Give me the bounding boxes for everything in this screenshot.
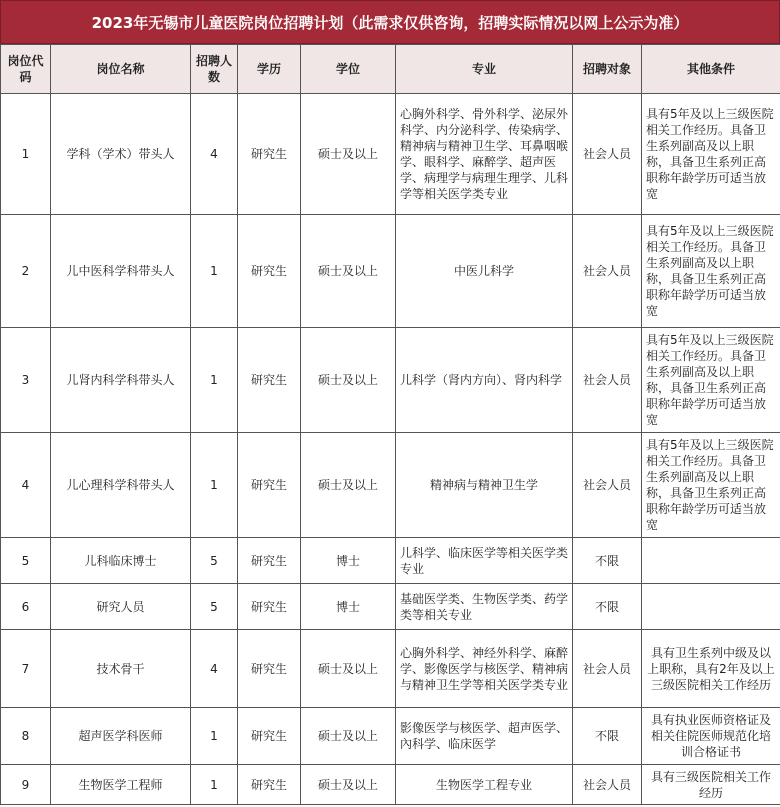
cell-name: 研究人员 <box>51 584 191 630</box>
cell-target: 不限 <box>573 584 642 630</box>
cell-education: 研究生 <box>238 708 301 765</box>
cell-count: 1 <box>191 215 238 328</box>
recruitment-table <box>0 44 780 805</box>
cell-name: 超声医学科医师 <box>51 708 191 765</box>
cell-education: 研究生 <box>238 433 301 538</box>
header-degree: 学位 <box>301 45 396 94</box>
header-education: 学历 <box>238 45 301 94</box>
cell-degree: 硕士及以上 <box>301 328 396 433</box>
cell-degree: 硕士及以上 <box>301 433 396 538</box>
cell-major: 中医儿科学 <box>396 215 573 328</box>
cell-count: 1 <box>191 433 238 538</box>
header-target: 招聘对象 <box>573 45 642 94</box>
cell-education: 研究生 <box>238 328 301 433</box>
table-row <box>1 708 780 765</box>
cell-count: 1 <box>191 328 238 433</box>
cell-education: 研究生 <box>238 765 301 805</box>
cell-target: 社会人员 <box>573 630 642 708</box>
cell-other: 具有5年及以上三级医院相关工作经历。具备卫生系列副高及以上职称，具备卫生系列正高职称年龄学历可适当放宽 <box>642 94 780 215</box>
header-count: 招聘人数 <box>191 45 238 94</box>
table-row <box>1 630 780 708</box>
cell-education: 研究生 <box>238 538 301 584</box>
cell-degree: 硕士及以上 <box>301 630 396 708</box>
table-row <box>1 538 780 584</box>
cell-count: 4 <box>191 94 238 215</box>
cell-code: 4 <box>1 433 51 538</box>
cell-name: 儿心理科学科带头人 <box>51 433 191 538</box>
cell-education: 研究生 <box>238 94 301 215</box>
cell-other: 具有5年及以上三级医院相关工作经历。具备卫生系列副高及以上职称，具备卫生系列正高职称年龄学历可适当放宽 <box>642 328 780 433</box>
cell-major: 儿科学、临床医学等相关医学类专业 <box>396 538 573 584</box>
header-major: 专业 <box>396 45 573 94</box>
cell-major: 心胸外科学、骨外科学、泌尿外科学、内分泌科学、传染病学、精神病与精神卫生学、耳鼻咽喉学、眼科学、麻醉学、超声医学、病理学与病理生理学、儿科学等相关医学类专业 <box>396 94 573 215</box>
table-header-row <box>1 45 780 94</box>
cell-name: 儿中医科学科带头人 <box>51 215 191 328</box>
cell-other <box>642 584 780 630</box>
cell-count: 1 <box>191 765 238 805</box>
cell-name: 技术骨干 <box>51 630 191 708</box>
cell-other: 具有卫生系列中级及以上职称，具有2年及以上三级医院相关工作经历 <box>642 630 780 708</box>
cell-code: 7 <box>1 630 51 708</box>
cell-major: 心胸外科学、神经外科学、麻醉学、影像医学与核医学、精神病与精神卫生学等相关医学类专业 <box>396 630 573 708</box>
cell-code: 6 <box>1 584 51 630</box>
cell-code: 5 <box>1 538 51 584</box>
table-row <box>1 215 780 328</box>
cell-count: 1 <box>191 708 238 765</box>
table-row <box>1 765 780 805</box>
cell-other: 具有5年及以上三级医院相关工作经历。具备卫生系列副高及以上职称，具备卫生系列正高职称年龄学历可适当放宽 <box>642 433 780 538</box>
table-row <box>1 94 780 215</box>
page-title: 2023年无锡市儿童医院岗位招聘计划（此需求仅供咨询，招聘实际情况以网上公示为准） <box>0 0 780 44</box>
cell-target: 社会人员 <box>573 433 642 538</box>
cell-name: 儿科临床博士 <box>51 538 191 584</box>
cell-count: 5 <box>191 584 238 630</box>
cell-major: 儿科学（肾内方向）、肾内科学 <box>396 328 573 433</box>
table-row <box>1 328 780 433</box>
cell-other: 具有5年及以上三级医院相关工作经历。具备卫生系列副高及以上职称，具备卫生系列正高职称年龄学历可适当放宽 <box>642 215 780 328</box>
cell-major: 基础医学类、生物医学类、药学类等相关专业 <box>396 584 573 630</box>
cell-code: 1 <box>1 94 51 215</box>
cell-code: 3 <box>1 328 51 433</box>
cell-major: 精神病与精神卫生学 <box>396 433 573 538</box>
cell-target: 社会人员 <box>573 215 642 328</box>
cell-name: 儿肾内科学科带头人 <box>51 328 191 433</box>
header-code: 岗位代码 <box>1 45 51 94</box>
cell-other: 具有三级医院相关工作经历 <box>642 765 780 805</box>
cell-code: 2 <box>1 215 51 328</box>
table-row <box>1 433 780 538</box>
cell-education: 研究生 <box>238 215 301 328</box>
cell-target: 社会人员 <box>573 94 642 215</box>
header-other: 其他条件 <box>642 45 780 94</box>
cell-target: 社会人员 <box>573 765 642 805</box>
cell-degree: 硕士及以上 <box>301 215 396 328</box>
cell-degree: 硕士及以上 <box>301 94 396 215</box>
cell-target: 不限 <box>573 708 642 765</box>
cell-code: 9 <box>1 765 51 805</box>
cell-major: 影像医学与核医学、超声医学、內科学、临床医学 <box>396 708 573 765</box>
cell-degree: 博士 <box>301 584 396 630</box>
cell-count: 4 <box>191 630 238 708</box>
cell-other: 具有执业医师资格证及相关住院医师规范化培训合格证书 <box>642 708 780 765</box>
cell-education: 研究生 <box>238 584 301 630</box>
cell-degree: 博士 <box>301 538 396 584</box>
cell-degree: 硕士及以上 <box>301 765 396 805</box>
cell-degree: 硕士及以上 <box>301 708 396 765</box>
cell-target: 不限 <box>573 538 642 584</box>
cell-name: 学科（学术）带头人 <box>51 94 191 215</box>
table-row <box>1 584 780 630</box>
cell-education: 研究生 <box>238 630 301 708</box>
cell-major: 生物医学工程专业 <box>396 765 573 805</box>
cell-name: 生物医学工程师 <box>51 765 191 805</box>
header-name: 岗位名称 <box>51 45 191 94</box>
cell-code: 8 <box>1 708 51 765</box>
cell-target: 社会人员 <box>573 328 642 433</box>
cell-count: 5 <box>191 538 238 584</box>
cell-other <box>642 538 780 584</box>
